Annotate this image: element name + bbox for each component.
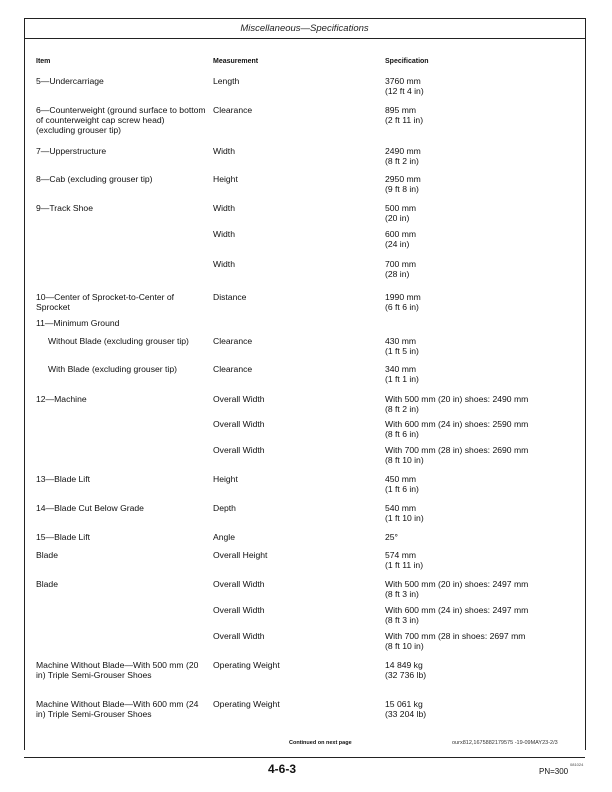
column-header-specification: Specification xyxy=(385,58,429,65)
specification-cell: With 500 mm (20 in) shoes: 2490 mm (8 ft 2 in) xyxy=(385,394,529,414)
small-code: 081024 xyxy=(570,762,584,767)
left-margin-rule xyxy=(24,18,25,750)
item-cell: 8—Cab (excluding grouser tip) xyxy=(36,174,153,184)
measurement-cell: Operating Weight xyxy=(213,660,280,670)
item-cell: Blade xyxy=(36,550,58,560)
measurement-cell: Height xyxy=(213,174,238,184)
measurement-cell: Width xyxy=(213,146,235,156)
measurement-cell: Width xyxy=(213,203,235,213)
measurement-cell: Operating Weight xyxy=(213,699,280,709)
item-cell: 9—Track Shoe xyxy=(36,203,93,213)
measurement-cell: Overall Width xyxy=(213,394,265,404)
measurement-cell: Length xyxy=(213,76,240,86)
specification-cell: 14 849 kg (32 736 lb) xyxy=(385,660,427,680)
specification-cell: 895 mm (2 ft 11 in) xyxy=(385,105,424,125)
top-rule xyxy=(24,18,585,19)
item-cell: 13—Blade Lift xyxy=(36,474,90,484)
specification-cell: 1990 mm (6 ft 6 in) xyxy=(385,292,421,312)
column-header-item: Item xyxy=(36,58,51,65)
page-title: Miscellaneous—Specifications xyxy=(240,23,369,34)
measurement-cell: Overall Width xyxy=(213,419,265,429)
measurement-cell: Depth xyxy=(213,503,236,513)
measurement-cell: Overall Width xyxy=(213,579,265,589)
specification-cell: With 500 mm (20 in) shoes: 2497 mm (8 ft 3 in) xyxy=(385,579,529,599)
item-cell: 14—Blade Cut Below Grade xyxy=(36,503,144,513)
item-cell: 10—Center of Sprocket-to-Center of Sprocket xyxy=(36,292,175,312)
title-rule xyxy=(24,38,585,39)
measurement-cell: Clearance xyxy=(213,336,253,346)
item-cell: With Blade (excluding grouser tip) xyxy=(48,364,177,374)
measurement-cell: Distance xyxy=(213,292,247,302)
measurement-cell: Overall Height xyxy=(213,550,268,560)
specification-cell: 540 mm (1 ft 10 in) xyxy=(385,503,424,523)
right-margin-rule xyxy=(585,18,586,750)
specification-cell: 25° xyxy=(385,532,398,542)
item-cell: 6—Counterweight (ground surface to bottom of counterweight cap screw head) (excluding grouser tip) xyxy=(36,105,206,135)
footer-rule xyxy=(24,757,585,758)
item-cell: Blade xyxy=(36,579,58,589)
reference-code: ourx812,1675882179575 -19-09MAY23-2/3 xyxy=(452,740,558,746)
specification-cell: 600 mm (24 in) xyxy=(385,229,417,249)
item-cell: Machine Without Blade—With 500 mm (20 in) Triple Semi-Grouser Shoes xyxy=(36,660,199,680)
specification-cell: 340 mm (1 ft 1 in) xyxy=(385,364,419,384)
specification-cell: 2490 mm (8 ft 2 in) xyxy=(385,146,421,166)
measurement-cell: Overall Width xyxy=(213,605,265,615)
continued-note: Continued on next page xyxy=(289,740,352,746)
measurement-cell: Angle xyxy=(213,532,235,542)
measurement-cell: Width xyxy=(213,229,235,239)
specification-cell: 2950 mm (9 ft 8 in) xyxy=(385,174,421,194)
measurement-cell: Height xyxy=(213,474,238,484)
page-number: 4-6-3 xyxy=(268,762,297,776)
item-cell: 12—Machine xyxy=(36,394,87,404)
pn-number: PN=300 xyxy=(539,767,569,776)
specification-cell: 15 061 kg (33 204 lb) xyxy=(385,699,427,719)
specification-cell: With 700 mm (28 in shoes: 2697 mm (8 ft 10 in) xyxy=(385,631,526,651)
specification-cell: With 600 mm (24 in) shoes: 2497 mm (8 ft 3 in) xyxy=(385,605,529,625)
item-cell: 5—Undercarriage xyxy=(36,76,104,86)
specification-cell: 3760 mm (12 ft 4 in) xyxy=(385,76,424,96)
specification-cell: 430 mm (1 ft 5 in) xyxy=(385,336,419,356)
measurement-cell: Overall Width xyxy=(213,631,265,641)
specification-cell: 450 mm (1 ft 6 in) xyxy=(385,474,419,494)
specification-cell: With 700 mm (28 in) shoes: 2690 mm (8 ft 10 in) xyxy=(385,445,529,465)
measurement-cell: Clearance xyxy=(213,364,253,374)
specification-cell: 500 mm (20 in) xyxy=(385,203,417,223)
item-cell: 7—Upperstructure xyxy=(36,146,107,156)
column-header-measurement: Measurement xyxy=(213,58,259,65)
measurement-cell: Clearance xyxy=(213,105,253,115)
item-cell: 15—Blade Lift xyxy=(36,532,90,542)
item-cell: Machine Without Blade—With 600 mm (24 in) Triple Semi-Grouser Shoes xyxy=(36,699,199,719)
item-cell: 11—Minimum Ground xyxy=(36,318,120,328)
specification-cell: With 600 mm (24 in) shoes: 2590 mm (8 ft 6 in) xyxy=(385,419,529,439)
specification-cell: 574 mm (1 ft 11 in) xyxy=(385,550,424,570)
measurement-cell: Width xyxy=(213,259,235,269)
measurement-cell: Overall Width xyxy=(213,445,265,455)
item-cell: Without Blade (excluding grouser tip) xyxy=(48,336,189,346)
specification-cell: 700 mm (28 in) xyxy=(385,259,417,279)
